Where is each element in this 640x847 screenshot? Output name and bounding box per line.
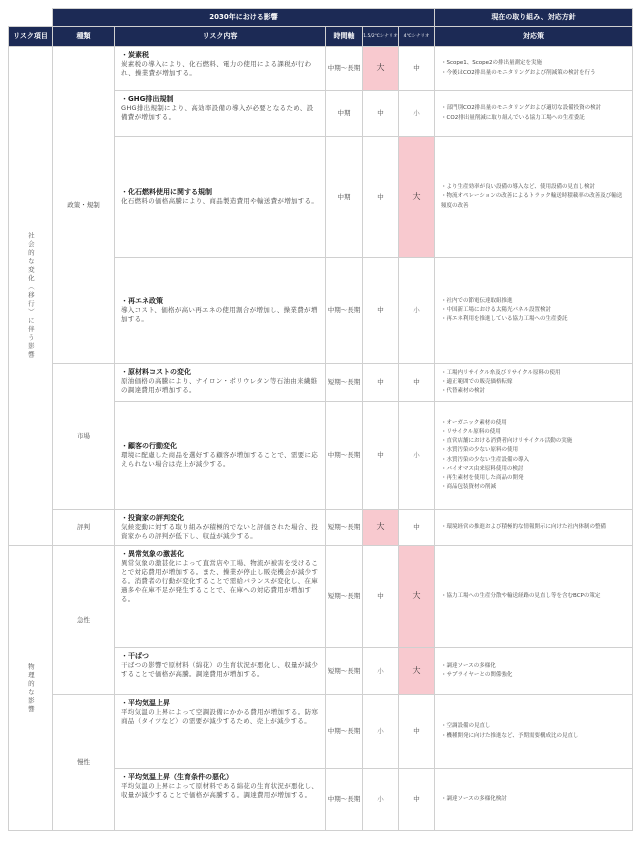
risk-description: 異常気象の激甚化によって直営店や工場、物流が被害を受けることで対応費用が増加する。また、操業が停止し販売機会が減少する。消費者の行動が変化することで需給バランスが変化し、在庫過多や在庫不足が発生することで、在庫への対応費用が増加する。 (121, 559, 319, 603)
measures-cell (435, 769, 633, 831)
climate-risk-table (8, 8, 633, 831)
measures-cell (435, 137, 633, 258)
table-row (9, 510, 633, 546)
measures-list (441, 59, 626, 77)
header-risk-content: リスク内容 (115, 27, 326, 47)
scenario-1-5c-cell: 中 (363, 91, 399, 137)
type-acute: 急性 (53, 546, 115, 695)
risk-title: ・炭素税 (121, 51, 149, 59)
measures-list (441, 662, 626, 680)
timeline-cell: 短期～長期 (326, 364, 363, 402)
risk-cell (115, 769, 326, 831)
risk-title: ・GHG排出規制 (121, 95, 174, 103)
measure-item: ・中国新工場における太陽光パネル設置検討 (441, 306, 552, 313)
measures-list (441, 297, 626, 324)
measures-cell (435, 258, 633, 364)
measure-item: ・物流オペレーションの改善によるトラック輸送時積載率の改善及び輸送頻度の改善 (441, 193, 623, 209)
measures-cell (435, 546, 633, 648)
scenario-1-5c-cell: 大 (363, 510, 399, 546)
risk-description: 環境に配慮した商品を選好する顧客が増加することで、需要に応えられない場合は売上が減少する。 (121, 451, 319, 469)
timeline-cell: 短期～長期 (326, 546, 363, 648)
header-blank (9, 9, 53, 27)
measures-list (441, 369, 626, 396)
type-policy: 政策・規制 (53, 47, 115, 364)
risk-description: GHG排出規制により、高効率設備の導入が必要となるため、設備費が増加する。 (121, 104, 314, 122)
group-physical-label: 物理的な影響 (26, 662, 35, 714)
header-current-approach: 現在の取り組み、対応方針 (435, 9, 633, 27)
measure-item: ・水質汚染の少ない生産設備の導入 (441, 456, 530, 463)
group-transition-label: 社会的な変化（移行）に伴う影響 (26, 232, 35, 360)
scenario-4c-cell: 中 (399, 769, 435, 831)
risk-description: 化石燃料の価格高騰により、商品製造費用や輸送費が増加する。 (121, 197, 319, 206)
timeline-cell: 中期～長期 (326, 695, 363, 769)
measures-cell (435, 91, 633, 137)
scenario-1-5c-cell: 小 (363, 648, 399, 695)
scenario-4c-cell: 小 (399, 91, 435, 137)
risk-description: 気候変動に対する取り組みが積極的でないと評価された場合、投資家からの評判が低下し、収益が減少する。 (121, 523, 319, 541)
measure-item: ・より生産効率が良い設備の導入など、使用設備の見直し検討 (441, 184, 596, 191)
header-measures: 対応策 (435, 27, 633, 47)
scenario-4c-cell: 大 (399, 137, 435, 258)
type-reputation: 評判 (53, 510, 115, 546)
measure-item: ・サプライヤーとの関係強化 (441, 672, 513, 678)
scenario-1-5c-cell: 小 (363, 769, 399, 831)
risk-description: 炭素税の導入により、化石燃料、電力の使用による課税が行われ、操業費が増加する。 (121, 60, 312, 78)
measure-item: ・直営店舗における消費者向けリサイクル活動の実施 (441, 438, 573, 445)
scenario-1-5c-cell: 中 (363, 364, 399, 402)
scenario-4c-cell: 小 (399, 258, 435, 364)
measures-cell (435, 510, 633, 546)
table-row (9, 546, 633, 648)
timeline-cell: 中期 (326, 137, 363, 258)
scenario-4c-cell: 中 (399, 47, 435, 91)
measures-list (441, 419, 626, 492)
measure-item: ・調達ソースの多様化 (441, 662, 496, 669)
measure-item: ・工場内リサイクル糸及びリサイクル原料の使用 (441, 369, 561, 376)
measure-item: ・リサイクル原料の使用 (441, 429, 501, 436)
timeline-cell: 中期～長期 (326, 258, 363, 364)
scenario-4c-cell: 中 (399, 364, 435, 402)
risk-title: ・再エネ政策 (121, 297, 163, 306)
scenario-4c-cell: 小 (399, 402, 435, 510)
measures-list (441, 795, 626, 804)
measures-list (441, 722, 626, 740)
header-type: 種類 (53, 27, 115, 47)
risk-cell (115, 510, 326, 546)
risk-title: ・投資家の評判変化 (121, 514, 184, 522)
group-cell-physical (9, 546, 53, 831)
measure-item: ・部門別CO2排出量のモニタリングおよび適切な設備投資の検討 (441, 105, 602, 112)
scenario-1-5c-cell: 中 (363, 258, 399, 364)
scenario-4c-cell: 大 (399, 648, 435, 695)
measure-item: ・商品包装資材の削減 (441, 483, 497, 490)
measures-cell (435, 364, 633, 402)
risk-cell (115, 402, 326, 510)
measures-list (441, 523, 626, 532)
measure-item: ・再エネ利用を推進している協力工場への生産委託 (441, 316, 568, 323)
scenario-1-5c-cell: 中 (363, 137, 399, 258)
risk-cell (115, 137, 326, 258)
risk-cell (115, 47, 326, 91)
risk-cell (115, 91, 326, 137)
risk-cell (115, 258, 326, 364)
timeline-cell: 中期 (326, 91, 363, 137)
measure-item: ・協力工場への生産分散や輸送経路の見直し等を含むBCPの策定 (441, 592, 601, 599)
risk-cell (115, 546, 326, 648)
scenario-4c-cell: 中 (399, 510, 435, 546)
scenario-1-5c-cell: 中 (363, 546, 399, 648)
risk-description: 干ばつの影響で原材料（綿花）の生育状況が悪化し、収量が減少することで価格が高騰。調達費用が増加する。 (121, 661, 319, 679)
measures-list (441, 183, 626, 210)
measure-item: ・水質汚染の少ない原料の使用 (441, 447, 519, 454)
risk-cell (115, 648, 326, 695)
measure-item: ・Scope1、Scope2の排出量測定を実施 (441, 60, 543, 67)
risk-title: ・平均気温上昇（生育条件の悪化） (121, 773, 233, 781)
risk-title: ・顧客の行動変化 (121, 442, 177, 451)
measure-item: ・機種開発に向けた推進など、予期需要構成比の見直し (441, 732, 579, 739)
type-market: 市場 (53, 364, 115, 510)
table-row (9, 364, 633, 402)
timeline-cell: 中期～長期 (326, 769, 363, 831)
measure-item: ・オーガニック素材の使用 (441, 420, 507, 427)
group-cell-transition (9, 47, 53, 546)
timeline-cell: 短期～長期 (326, 510, 363, 546)
measure-item: ・空調設備の見直し (441, 723, 491, 730)
measure-item: ・環境経営の推進および積極的な情報開示に向けた社内体制の整備 (441, 523, 607, 530)
header-risk-item: リスク項目 (9, 27, 53, 47)
risk-cell (115, 364, 326, 402)
header-scenario-4c: 4℃シナリオ (399, 27, 435, 47)
risk-title: ・干ばつ (121, 652, 149, 660)
measure-item: ・適正範囲での販売価格転嫁 (441, 378, 513, 385)
scenario-1-5c-cell: 小 (363, 695, 399, 769)
risk-description: 平均気温の上昇によって空調設備にかかる費用が増加する。防寒商品（タイツなど）の需要が減少するため、売上が減少する。 (121, 708, 319, 726)
table-row (9, 695, 633, 769)
measure-item: ・調達ソースの多様化検討 (441, 795, 507, 802)
measures-list (441, 592, 626, 601)
scenario-1-5c-cell: 大 (363, 47, 399, 91)
header-impact-2030: 2030年における影響 (53, 9, 435, 27)
risk-description: 原油価格の高騰により、ナイロン・ポリウレタン等石油由来繊維の調達費用が増加する。 (121, 377, 318, 395)
measures-cell (435, 47, 633, 91)
measure-item: ・再生素材を使用した商品の開発 (441, 474, 524, 481)
risk-cell (115, 695, 326, 769)
risk-title: ・異常気象の激甚化 (121, 550, 184, 558)
risk-title: ・化石燃料使用に関する規制 (121, 187, 212, 196)
type-chronic: 慢性 (53, 695, 115, 831)
timeline-cell: 中期～長期 (326, 402, 363, 510)
scenario-4c-cell: 大 (399, 546, 435, 648)
risk-description: 平均気温の上昇によって原材料である綿花の生育状況が悪化し、収量が減少することで価格が高騰する。調達費用が増加する。 (121, 782, 319, 800)
risk-title: ・原材料コストの変化 (121, 368, 191, 376)
measures-cell (435, 402, 633, 510)
measure-item: ・代替素材の検討 (441, 388, 486, 395)
measures-cell (435, 695, 633, 769)
measures-cell (435, 648, 633, 695)
measure-item: ・今後はCO2排出量のモニタリングおよび削減策の検討を行う (441, 69, 596, 76)
timeline-cell: 中期～長期 (326, 47, 363, 91)
scenario-4c-cell: 中 (399, 695, 435, 769)
header-timeline: 時間軸 (326, 27, 363, 47)
risk-description: 導入コスト、価格が高い再エネの使用割合が増加し、操業費が増加する。 (121, 306, 318, 324)
risk-title: ・平均気温上昇 (121, 699, 170, 707)
measure-item: ・社内での節電伝達取組推進 (441, 297, 513, 304)
measures-list (441, 104, 626, 122)
timeline-cell: 短期～長期 (326, 648, 363, 695)
header-scenario-1-5c: 1.5/2℃シナリオ (363, 27, 399, 47)
measure-item: ・バイオマス由来原料使用の検討 (441, 465, 524, 472)
table-row (9, 47, 633, 91)
scenario-1-5c-cell: 中 (363, 402, 399, 510)
measure-item: ・CO2排出量削減に取り組んでいる協力工場への生産委託 (441, 114, 585, 121)
